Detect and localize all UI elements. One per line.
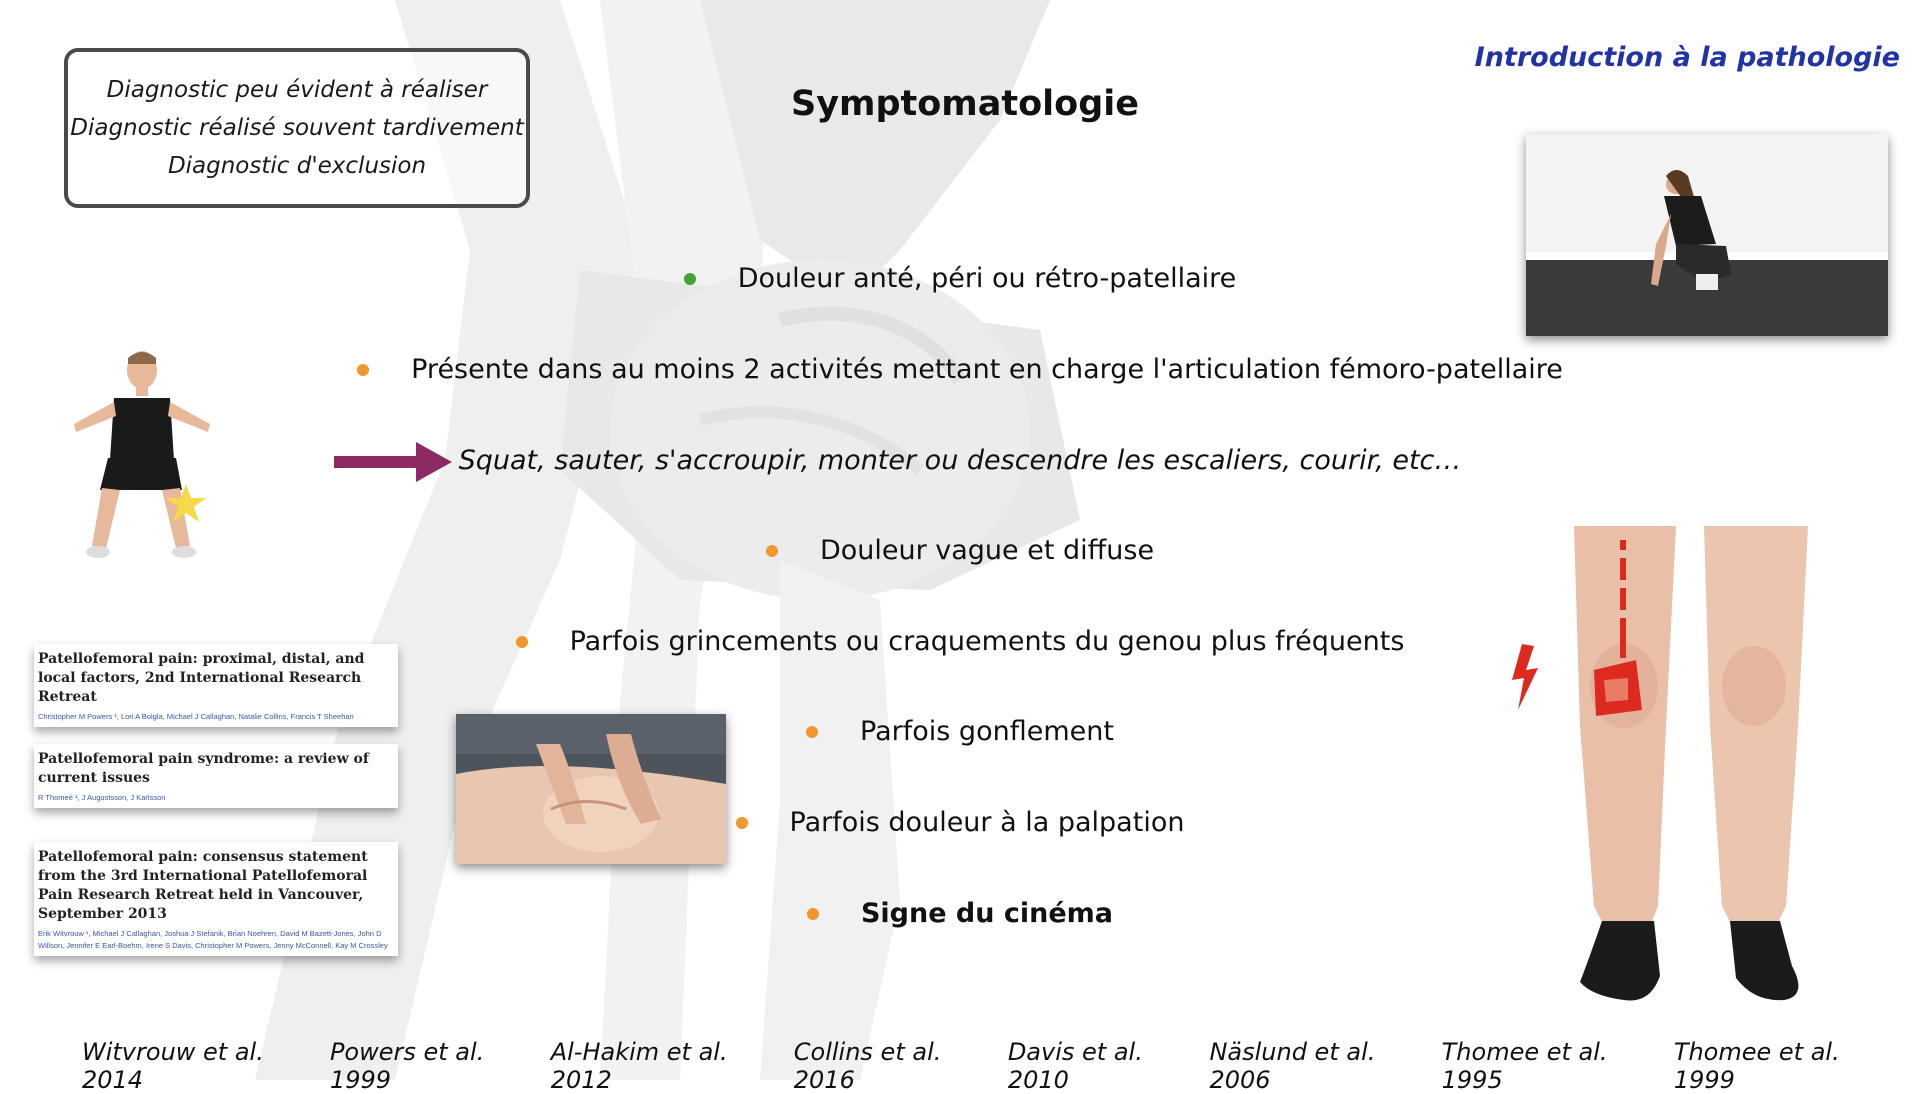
reference: Powers et al. 1999: [329, 1038, 485, 1094]
star-icon: [164, 482, 208, 526]
knee-palpation-photo: [456, 714, 726, 864]
diagnostic-line-1: Diagnostic peu évident à réaliser: [106, 77, 488, 103]
symptom-text: Squat, sauter, s'accroupir, monter ou descendre les escaliers, courir, etc…: [458, 445, 1462, 476]
bullet-icon: [736, 817, 748, 829]
bullet-icon: [766, 545, 778, 557]
reference: Thomee et al. 1995: [1441, 1038, 1608, 1094]
paper-authors: Erik Witvrouw ¹, Michael J Callaghan, Joshua J Stefanik, Brian Noehren, David M Bazett-Jones, John D Willson, Jennifer E Earl-Boehm, Irene S Davis, Christopher M Powers, Jenny McConnell, Kay M Crossley: [38, 929, 388, 950]
reference: Al-Hakim et al. 2012: [550, 1038, 728, 1094]
symptom-item: [0, 354, 1920, 385]
reference: Thomee et al. 1999: [1673, 1038, 1840, 1094]
paper-card: [34, 644, 398, 727]
symptom-text: Douleur anté, péri ou rétro-patellaire: [737, 263, 1237, 294]
diagnostic-box: [64, 48, 530, 208]
references-footer: [0, 1038, 1920, 1094]
bullet-icon: [806, 726, 818, 738]
diagnostic-line-2: Diagnostic réalisé souvent tardivement: [70, 115, 524, 141]
section-header: Introduction à la pathologie: [1474, 42, 1900, 73]
page-title: Symptomatologie: [790, 84, 1140, 124]
reference: Davis et al. 2010: [1007, 1038, 1143, 1094]
symptom-text: Présente dans au moins 2 activités mettant en charge l'articulation fémoro-patellaire: [411, 354, 1563, 385]
paper-authors: R Thomeé ¹, J Augustsson, J Karlsson: [38, 793, 166, 802]
bullet-icon: [516, 636, 528, 648]
bullet-icon: [357, 364, 369, 376]
bullet-icon: [684, 273, 696, 285]
symptom-text: Signe du cinéma: [860, 898, 1114, 929]
paper-title: Patellofemoral pain syndrome: a review of current issues: [38, 751, 369, 786]
lightning-icon: [1508, 644, 1542, 710]
paper-title: Patellofemoral pain: consensus statement from the 3rd International Patellofemoral Pain Research Retreat held in Vancouver, September 2013: [38, 849, 368, 922]
squat-figure-image: [70, 350, 220, 570]
paper-card: [34, 744, 398, 808]
symptom-text: Parfois douleur à la palpation: [789, 807, 1185, 838]
symptom-text: Douleur vague et diffuse: [819, 535, 1155, 566]
legs-photo: [1540, 526, 1820, 1006]
symptom-text: Parfois gonflement: [860, 716, 1114, 747]
pain-markings: [1584, 540, 1654, 720]
diagnostic-line-3: Diagnostic d'exclusion: [167, 153, 427, 179]
bullet-icon: [807, 908, 819, 920]
paper-title: Patellofemoral pain: proximal, distal, and local factors, 2nd International Research Retreat: [38, 651, 365, 705]
crouch-photo: [1526, 134, 1888, 336]
reference: Collins et al. 2016: [793, 1038, 942, 1094]
paper-authors: Christopher M Powers ¹, Lori A Bolgla, Michael J Callaghan, Natalie Collins, Francis T Sheehan: [38, 712, 354, 721]
paper-card: [34, 842, 398, 956]
reference: Näslund et al. 2006: [1209, 1038, 1376, 1094]
symptom-text: Parfois grincements ou craquements du genou plus fréquents: [569, 626, 1405, 657]
reference: Witvrouw et al. 2014: [82, 1038, 264, 1094]
arrow-right-icon: [334, 440, 454, 484]
symptom-examples: [0, 445, 1920, 476]
